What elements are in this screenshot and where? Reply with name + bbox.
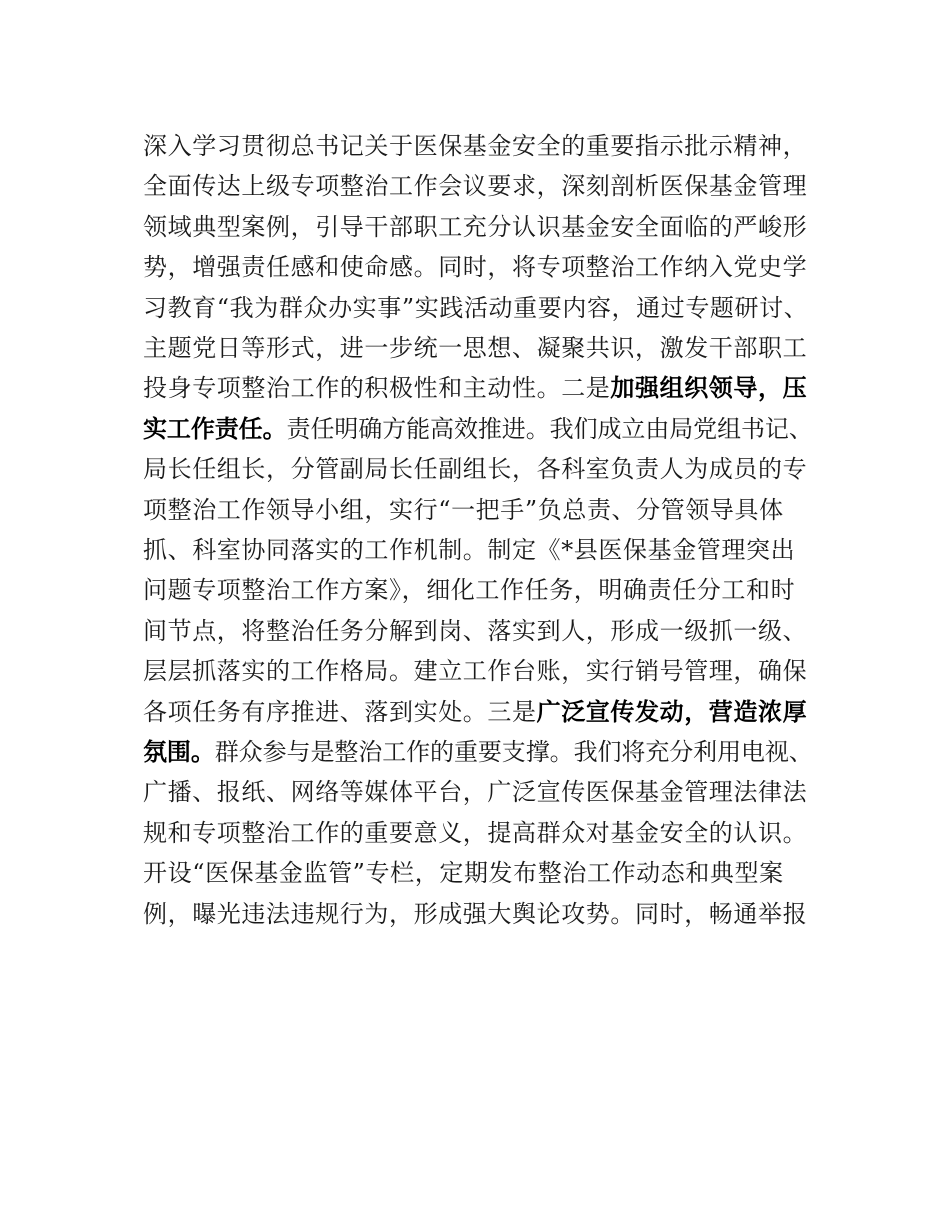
text-line bbox=[143, 692, 807, 732]
bold-phrase: 氛围。 bbox=[143, 738, 215, 766]
bold-phrase: 实工作责任。 bbox=[143, 414, 287, 443]
text-run: 领域典型案例，引导干部职工充分认识基金安全面临的严峻形 bbox=[143, 212, 808, 241]
text-run: 开设“医保基金监管”专栏，定期发布整治工作动态和典型案 bbox=[143, 859, 784, 888]
text-line bbox=[143, 611, 807, 651]
text-run: 群众参与是整治工作的重要支撑。我们将充分利用电视、 bbox=[214, 738, 813, 766]
text-line bbox=[143, 853, 784, 893]
text-run: 投身专项整治工作的积极性和主动性。二是 bbox=[143, 374, 611, 403]
text-run: 责任明确方能高效推进。我们成立由局党组书记、 bbox=[286, 414, 813, 443]
text-run: 项整治工作领导小组，实行“一把手”负总责、分管领导具体 bbox=[143, 495, 784, 524]
text-run: 主题党日等形式，进一步统一思想、凝聚共识，激发干部职工 bbox=[143, 334, 808, 362]
text-run: 习教育“我为群众办实事”实践活动重要内容，通过专题研讨、 bbox=[143, 293, 809, 322]
text-line bbox=[143, 570, 795, 610]
bold-phrase: 加强组织领导，压 bbox=[610, 374, 808, 403]
text-run: 例，曝光违法违规行为，形成强大舆论攻势。同时，畅通举报 bbox=[143, 899, 808, 928]
text-line bbox=[143, 732, 813, 772]
text-run: 层层抓落实的工作格局。建立工作台账，实行销号管理，确保 bbox=[143, 657, 808, 686]
bold-phrase: 广泛宣传发动，营造浓厚 bbox=[536, 697, 808, 726]
text-line bbox=[143, 207, 807, 247]
text-line bbox=[143, 651, 807, 691]
text-line bbox=[143, 409, 813, 449]
text-line bbox=[143, 288, 808, 328]
text-run: 深入学习贯彻总书记关于医保基金安全的重要指示批示精神， bbox=[143, 132, 808, 160]
text-run: 全面传达上级专项整治工作会议要求，深刻剖析医保基金管理 bbox=[143, 172, 808, 201]
text-line bbox=[143, 894, 807, 934]
text-run: 间节点，将整治任务分解到岗、落实到人，形成一级抓一级、 bbox=[143, 616, 808, 645]
text-line bbox=[143, 247, 807, 287]
text-run: 抓、科室协同落实的工作机制。制定《*县医保基金管理突出 bbox=[143, 536, 796, 564]
text-run: 势，增强责任感和使命感。同时，将专项整治工作纳入党史学 bbox=[143, 253, 808, 282]
text-line bbox=[143, 126, 807, 166]
text-line bbox=[143, 449, 807, 489]
text-line bbox=[143, 490, 784, 530]
text-run: 各项任务有序推进、落到实处。三是 bbox=[143, 697, 537, 726]
text-run: 广播、报纸、网络等媒体平台，广泛宣传医保基金管理法律法 bbox=[143, 778, 808, 807]
text-line bbox=[143, 530, 795, 570]
text-line bbox=[143, 772, 807, 812]
text-line bbox=[143, 166, 807, 206]
text-run: 规和专项整治工作的重要意义，提高群众对基金安全的认识。 bbox=[143, 818, 808, 847]
text-run: 问题专项整治工作方案》，细化工作任务，明确责任分工和时 bbox=[143, 576, 796, 605]
text-line bbox=[143, 368, 807, 408]
text-line bbox=[143, 328, 807, 368]
text-line bbox=[143, 813, 807, 853]
text-run: 局长任组长，分管副局长任副组长，各科室负责人为成员的专 bbox=[143, 455, 808, 484]
